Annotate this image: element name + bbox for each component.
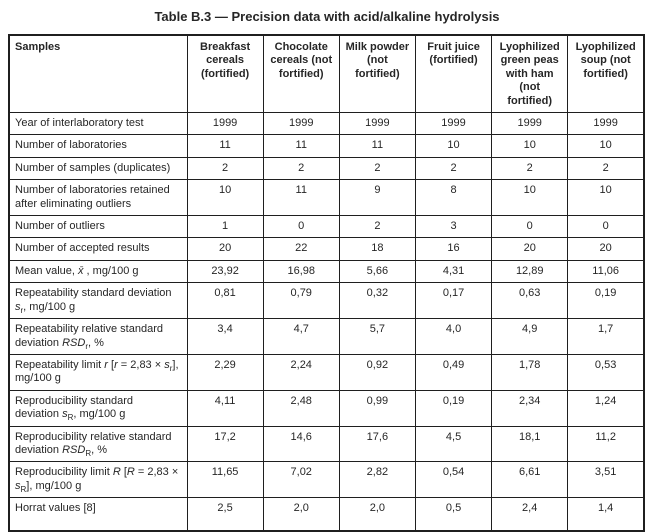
header-row [9,35,644,113]
data-cell: 20 [187,238,263,260]
data-cell: 2 [568,157,644,179]
data-cell: 11 [263,180,339,216]
data-cell: 5,66 [339,260,415,282]
data-cell: 0,32 [339,283,415,319]
table-row [9,426,644,462]
table-row [9,462,644,498]
data-cell: 0,54 [415,462,491,498]
data-cell: 2 [415,157,491,179]
row-label: Year of interlaboratory test [9,113,187,135]
data-cell: 0,79 [263,283,339,319]
data-cell: 0 [492,216,568,238]
data-cell: 0 [263,216,339,238]
table-row [9,283,644,319]
data-cell: 2,0 [339,498,415,531]
precision-table [8,34,645,532]
data-cell: 3,4 [187,319,263,355]
data-cell: 0,49 [415,354,491,390]
data-cell: 1 [187,216,263,238]
row-label: Number of laboratories retained after eliminating outliers [9,180,187,216]
data-cell: 18,1 [492,426,568,462]
data-cell: 1999 [568,113,644,135]
data-cell: 1,24 [568,390,644,426]
data-cell: 0 [568,216,644,238]
data-cell: 4,7 [263,319,339,355]
data-cell: 17,2 [187,426,263,462]
column-header: Chocolate cereals (not fortified) [263,35,339,113]
data-cell: 11 [187,135,263,157]
data-cell: 0,5 [415,498,491,531]
row-label: Horrat values [8] [9,498,187,531]
data-cell: 0,63 [492,283,568,319]
table-row [9,260,644,282]
row-label: Repeatability standard deviation $s_r$, mg/100 g [9,283,187,319]
data-cell: 17,6 [339,426,415,462]
table-row [9,157,644,179]
data-cell: 2 [339,157,415,179]
table-row [9,319,644,355]
data-cell: 0,92 [339,354,415,390]
row-label: Reproducibility standard deviation $s_R$, mg/100 g [9,390,187,426]
data-cell: 8 [415,180,491,216]
data-cell: 4,0 [415,319,491,355]
table-row [9,135,644,157]
row-label: Number of laboratories [9,135,187,157]
data-cell: 5,7 [339,319,415,355]
column-header: Breakfast cereals (fortified) [187,35,263,113]
data-cell: 16,98 [263,260,339,282]
data-cell: 2,34 [492,390,568,426]
data-cell: 1999 [339,113,415,135]
row-label: Number of accepted results [9,238,187,260]
data-cell: 2,29 [187,354,263,390]
data-cell: 6,61 [492,462,568,498]
data-cell: 0,53 [568,354,644,390]
row-label: Reproducibility limit R $[R = 2,83 \times s_R]$, mg/100 g [9,462,187,498]
column-header: Lyophilized green peas with ham (not fortified) [492,35,568,113]
data-cell: 4,31 [415,260,491,282]
data-cell: 1999 [492,113,568,135]
data-cell: 1,4 [568,498,644,531]
data-cell: 10 [415,135,491,157]
table-row [9,113,644,135]
data-cell: 9 [339,180,415,216]
data-cell: 2,4 [492,498,568,531]
data-cell: 18 [339,238,415,260]
data-cell: 16 [415,238,491,260]
data-cell: 2,48 [263,390,339,426]
row-label: Repeatability relative standard deviation $RSD_r$, % [9,319,187,355]
data-cell: 12,89 [492,260,568,282]
data-cell: 11 [339,135,415,157]
row-label: Number of outliers [9,216,187,238]
column-header: Milk powder (not fortified) [339,35,415,113]
table-row [9,216,644,238]
data-cell: 4,9 [492,319,568,355]
data-cell: 14,6 [263,426,339,462]
row-label: Number of samples (duplicates) [9,157,187,179]
data-cell: 11,65 [187,462,263,498]
data-cell: 11,06 [568,260,644,282]
data-cell: 2 [492,157,568,179]
data-cell: 0,19 [568,283,644,319]
samples-column-header: Samples [9,35,187,113]
row-label: Mean value, x̄ , mg/100 g [9,260,187,282]
data-cell: 20 [492,238,568,260]
table-row [9,354,644,390]
data-cell: 10 [187,180,263,216]
table-row [9,238,644,260]
column-header: Fruit juice (fortified) [415,35,491,113]
data-cell: 0,19 [415,390,491,426]
data-cell: 11,2 [568,426,644,462]
data-cell: 20 [568,238,644,260]
data-cell: 4,11 [187,390,263,426]
row-label: Repeatability limit r $[r = 2,83 \times s_r]$, mg/100 g [9,354,187,390]
data-cell: 2 [263,157,339,179]
data-cell: 1999 [415,113,491,135]
data-cell: 1,78 [492,354,568,390]
data-cell: 2,82 [339,462,415,498]
data-cell: 0,17 [415,283,491,319]
data-cell: 11 [263,135,339,157]
data-cell: 4,5 [415,426,491,462]
data-cell: 3 [415,216,491,238]
table-row [9,180,644,216]
data-cell: 10 [492,180,568,216]
data-cell: 2,0 [263,498,339,531]
data-cell: 0,99 [339,390,415,426]
data-cell: 1,7 [568,319,644,355]
table-row [9,390,644,426]
table-body [9,113,644,531]
data-cell: 2 [187,157,263,179]
data-cell: 2,5 [187,498,263,531]
data-cell: 10 [492,135,568,157]
data-cell: 10 [568,180,644,216]
table-title: Table B.3 — Precision data with acid/alkaline hydrolysis [154,9,500,24]
data-cell: 0,81 [187,283,263,319]
data-cell: 2 [339,216,415,238]
data-cell: 1999 [263,113,339,135]
data-cell: 22 [263,238,339,260]
data-cell: 10 [568,135,644,157]
data-cell: 23,92 [187,260,263,282]
data-cell: 1999 [187,113,263,135]
row-label: Reproducibility relative standard deviation $RSD_R$, % [9,426,187,462]
data-cell: 2,24 [263,354,339,390]
data-cell: 7,02 [263,462,339,498]
data-cell: 3,51 [568,462,644,498]
column-header: Lyophilized soup (not fortified) [568,35,644,113]
